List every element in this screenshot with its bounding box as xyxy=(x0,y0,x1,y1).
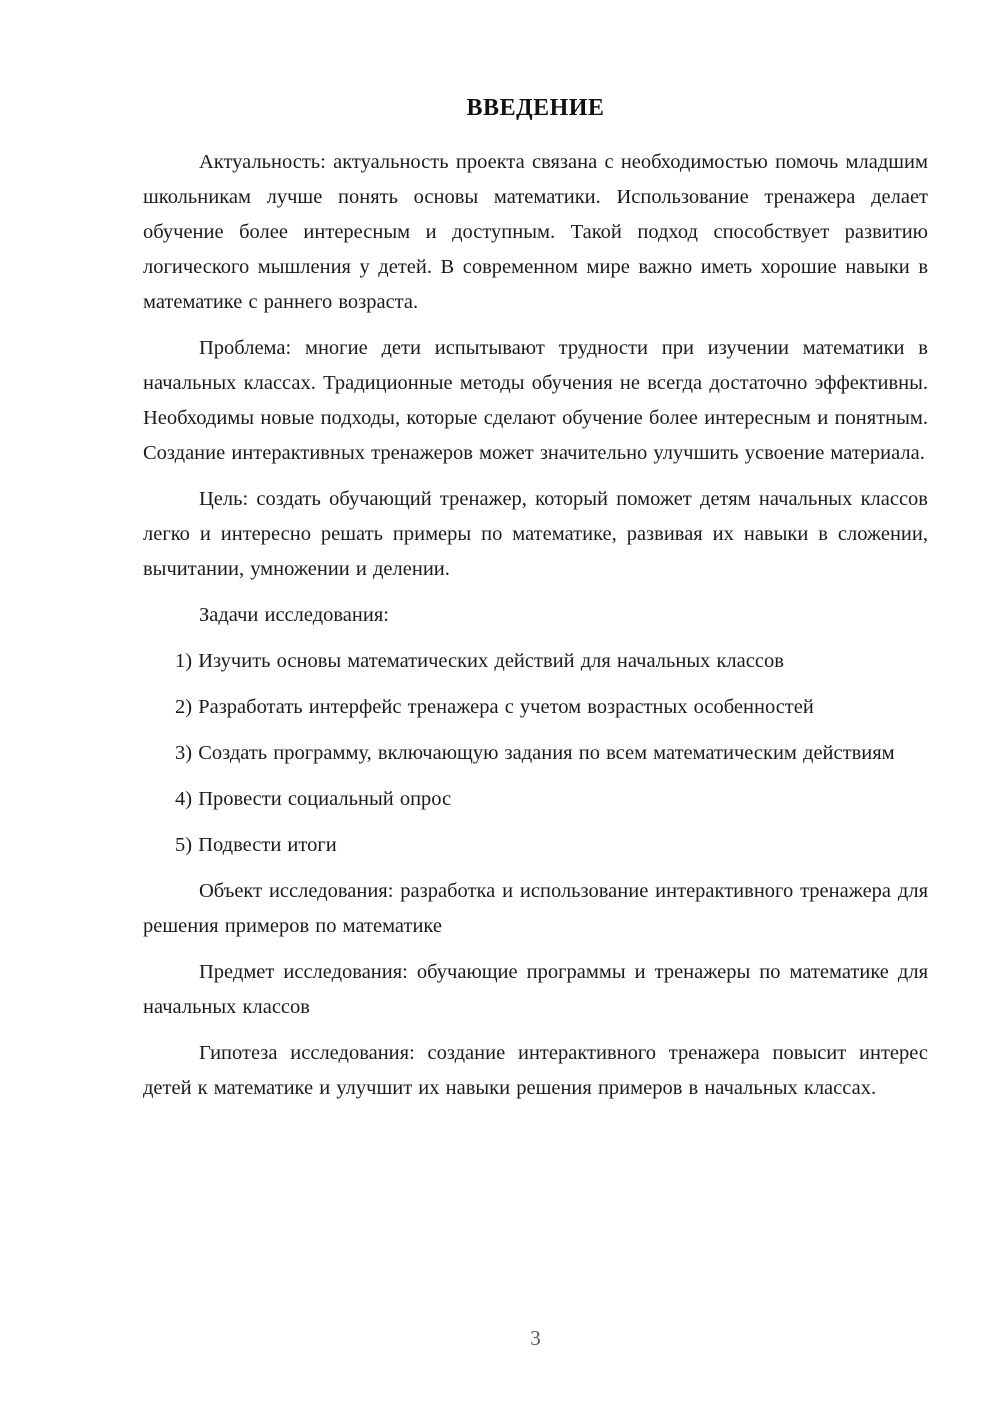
task-item-4: 4) Провести социальный опрос xyxy=(175,788,452,810)
task-item-3: 3) Создать программу, включающую задания по всем математическим действиям xyxy=(175,742,895,764)
paragraph-hypothesis: Гипотеза исследования: создание интерактивного тренажера повысит интерес детей к математике и улучшит их навыки решения примеров в начальных классах. xyxy=(143,1042,928,1099)
task-item-5: 5) Подвести итоги xyxy=(175,834,337,856)
task-item-2: 2) Разработать интерфейс тренажера с учетом возрастных особенностей xyxy=(175,696,814,718)
paragraph-relevance: Актуальность: актуальность проекта связана с необходимостью помочь младшим школьникам лучше понять основы математики. Использование тренажера делает обучение более интересным и доступным. Такой подход способствует развитию логического мышления у детей. В современном мире важно иметь хорошие навыки в математике с раннего возраста. xyxy=(143,151,928,313)
tasks-heading: Задачи исследования: xyxy=(199,604,389,626)
paragraph-goal: Цель: создать обучающий тренажер, который поможет детям начальных классов легко и интересно решать примеры по математике, развивая их навыки в сложении, вычитании, умножении и делении. xyxy=(143,488,928,580)
paragraph-subject: Предмет исследования: обучающие программы и тренажеры по математике для начальных классов xyxy=(143,961,928,1018)
paragraph-problem: Проблема: многие дети испытывают трудности при изучении математики в начальных классах. Традиционные методы обучения не всегда достаточно эффективны. Необходимы новые подходы, которые сделают обучение более интересным и понятным. Создание интерактивных тренажеров может значительно улучшить усвоение материала. xyxy=(143,337,928,464)
page-title: ВВЕДЕНИЕ xyxy=(466,95,605,121)
task-item-1: 1) Изучить основы математических действий для начальных классов xyxy=(175,650,784,672)
page-number: 3 xyxy=(530,1326,541,1350)
paragraph-object: Объект исследования: разработка и использование интерактивного тренажера для решения примеров по математике xyxy=(143,880,928,937)
